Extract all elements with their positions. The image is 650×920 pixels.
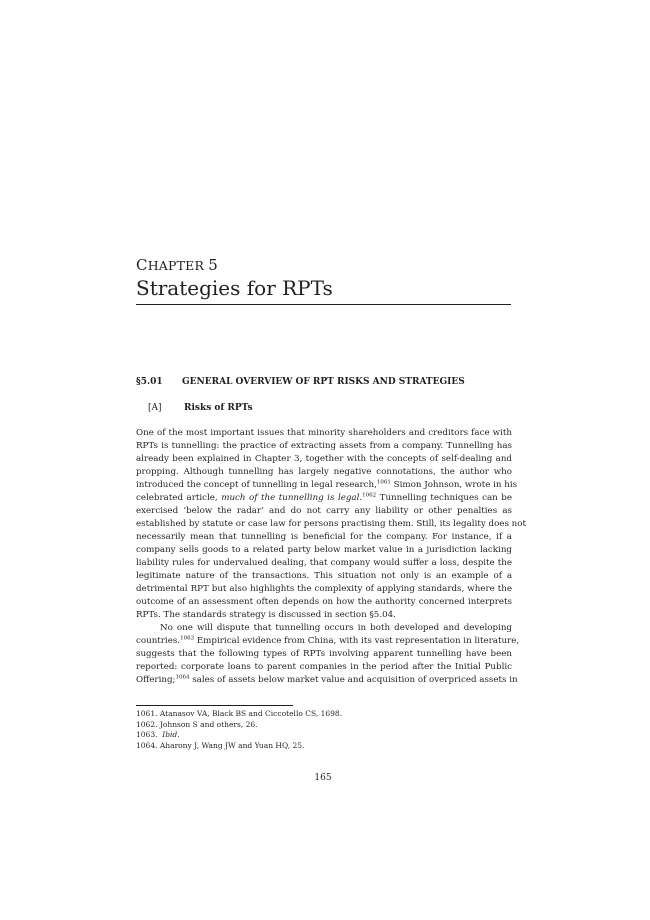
footnote-number: 1063. [136,730,158,739]
italic-text: much of the tunnelling is legal. [221,493,363,503]
text-line [136,635,520,648]
text-line: outcome of an assessment often depends on how the authority concerned interprets [136,597,512,607]
text-span: introduced the concept of tunnelling in legal research, [136,480,377,490]
text-span: celebrated article, [136,493,222,503]
title-rule [136,304,511,305]
text-line [136,674,518,687]
subsection-heading [148,402,253,414]
text-line: RPTs is tunnelling: the practice of extracting assets from a company. Tunnelling has [136,441,512,451]
text-span: Empirical evidence from China, with its vast representation in literature, [194,636,520,646]
text-line [136,492,512,505]
footnote-1064: 1064. Aharony J, Wang JW and Yuan HQ, 25. [136,740,305,750]
text-line: established by statute or case law for persons practising them. Still, its legality does not [136,519,526,529]
text-line: suggests that the following types of RPTs involving apparent tunnelling have been [136,649,512,659]
text-line: exercised ‘below the radar’ and do not carry any liability or other penalties as [136,506,512,516]
chapter-label-cap: C [136,256,148,274]
text-line: liability rules for undervalued dealing, that company would suffer a loss, despite the [136,558,512,568]
text-span: Simon Johnson, wrote in his [390,480,518,490]
text-line [136,479,518,492]
text-line: already been explained in Chapter 3, together with the concepts of self-dealing and [136,454,512,464]
footnote-ref[interactable]: 1062 [362,492,377,499]
subsection-number: [A] [148,403,162,413]
footnote-1063: 1063. Ibid. [136,730,180,739]
text-line: reported: corporate loans to parent companies in the period after the Initial Public [136,662,512,672]
footnote-text: Ibid [162,730,178,739]
text-line: company sells goods to a related party below market value in a jurisdiction lacking [136,545,512,555]
text-line: propping. Although tunnelling has largely negative connotations, the author who [136,467,512,477]
section-heading [136,376,512,388]
footnote-1062: 1062. Johnson S and others, 26. [136,719,258,729]
footnote-ref[interactable]: 1064 [175,674,190,681]
footnote-1061: 1061. Atanasov VA, Black BS and Ciccotello CS, 1698. [136,709,343,718]
text-span: Offering; [136,675,176,685]
text-line: legitimate nature of the transactions. This situation not only is an example of a [136,571,512,581]
footnotes [136,709,512,751]
chapter-number: 5 [208,256,219,274]
chapter-label [136,256,218,274]
text-span: Tunnelling techniques can be [376,493,513,503]
text-line: One of the most important issues that minority shareholders and creditors face with [136,428,512,438]
footnote-ref[interactable]: 1063 [180,635,195,642]
page-number: 165 [314,773,332,783]
text-line: RPTs. The standards strategy is discussed in section §5.04. [136,610,396,620]
subsection-title: Risks of RPTs [184,403,253,413]
text-span: sales of assets below market value and acquisition of overpriced assets in [189,675,518,685]
text-line: necessarily mean that tunnelling is beneficial for the company. For instance, if a [136,532,512,542]
text-line: No one will dispute that tunnelling occurs in both developed and developing [160,623,512,633]
chapter-label-rest: HAPTER [147,258,205,273]
section-title: GENERAL OVERVIEW OF RPT RISKS AND STRATEGIES [182,377,465,387]
footnote-ref[interactable]: 1061 [376,479,391,486]
footnote-rule [136,705,293,706]
section-number: §5.01 [136,377,163,387]
text-line: detrimental RPT but also highlights the complexity of applying standards, where the [136,584,512,594]
text-span: countries. [136,636,181,646]
body-text [136,427,526,687]
chapter-title: Strategies for RPTs [136,276,333,300]
